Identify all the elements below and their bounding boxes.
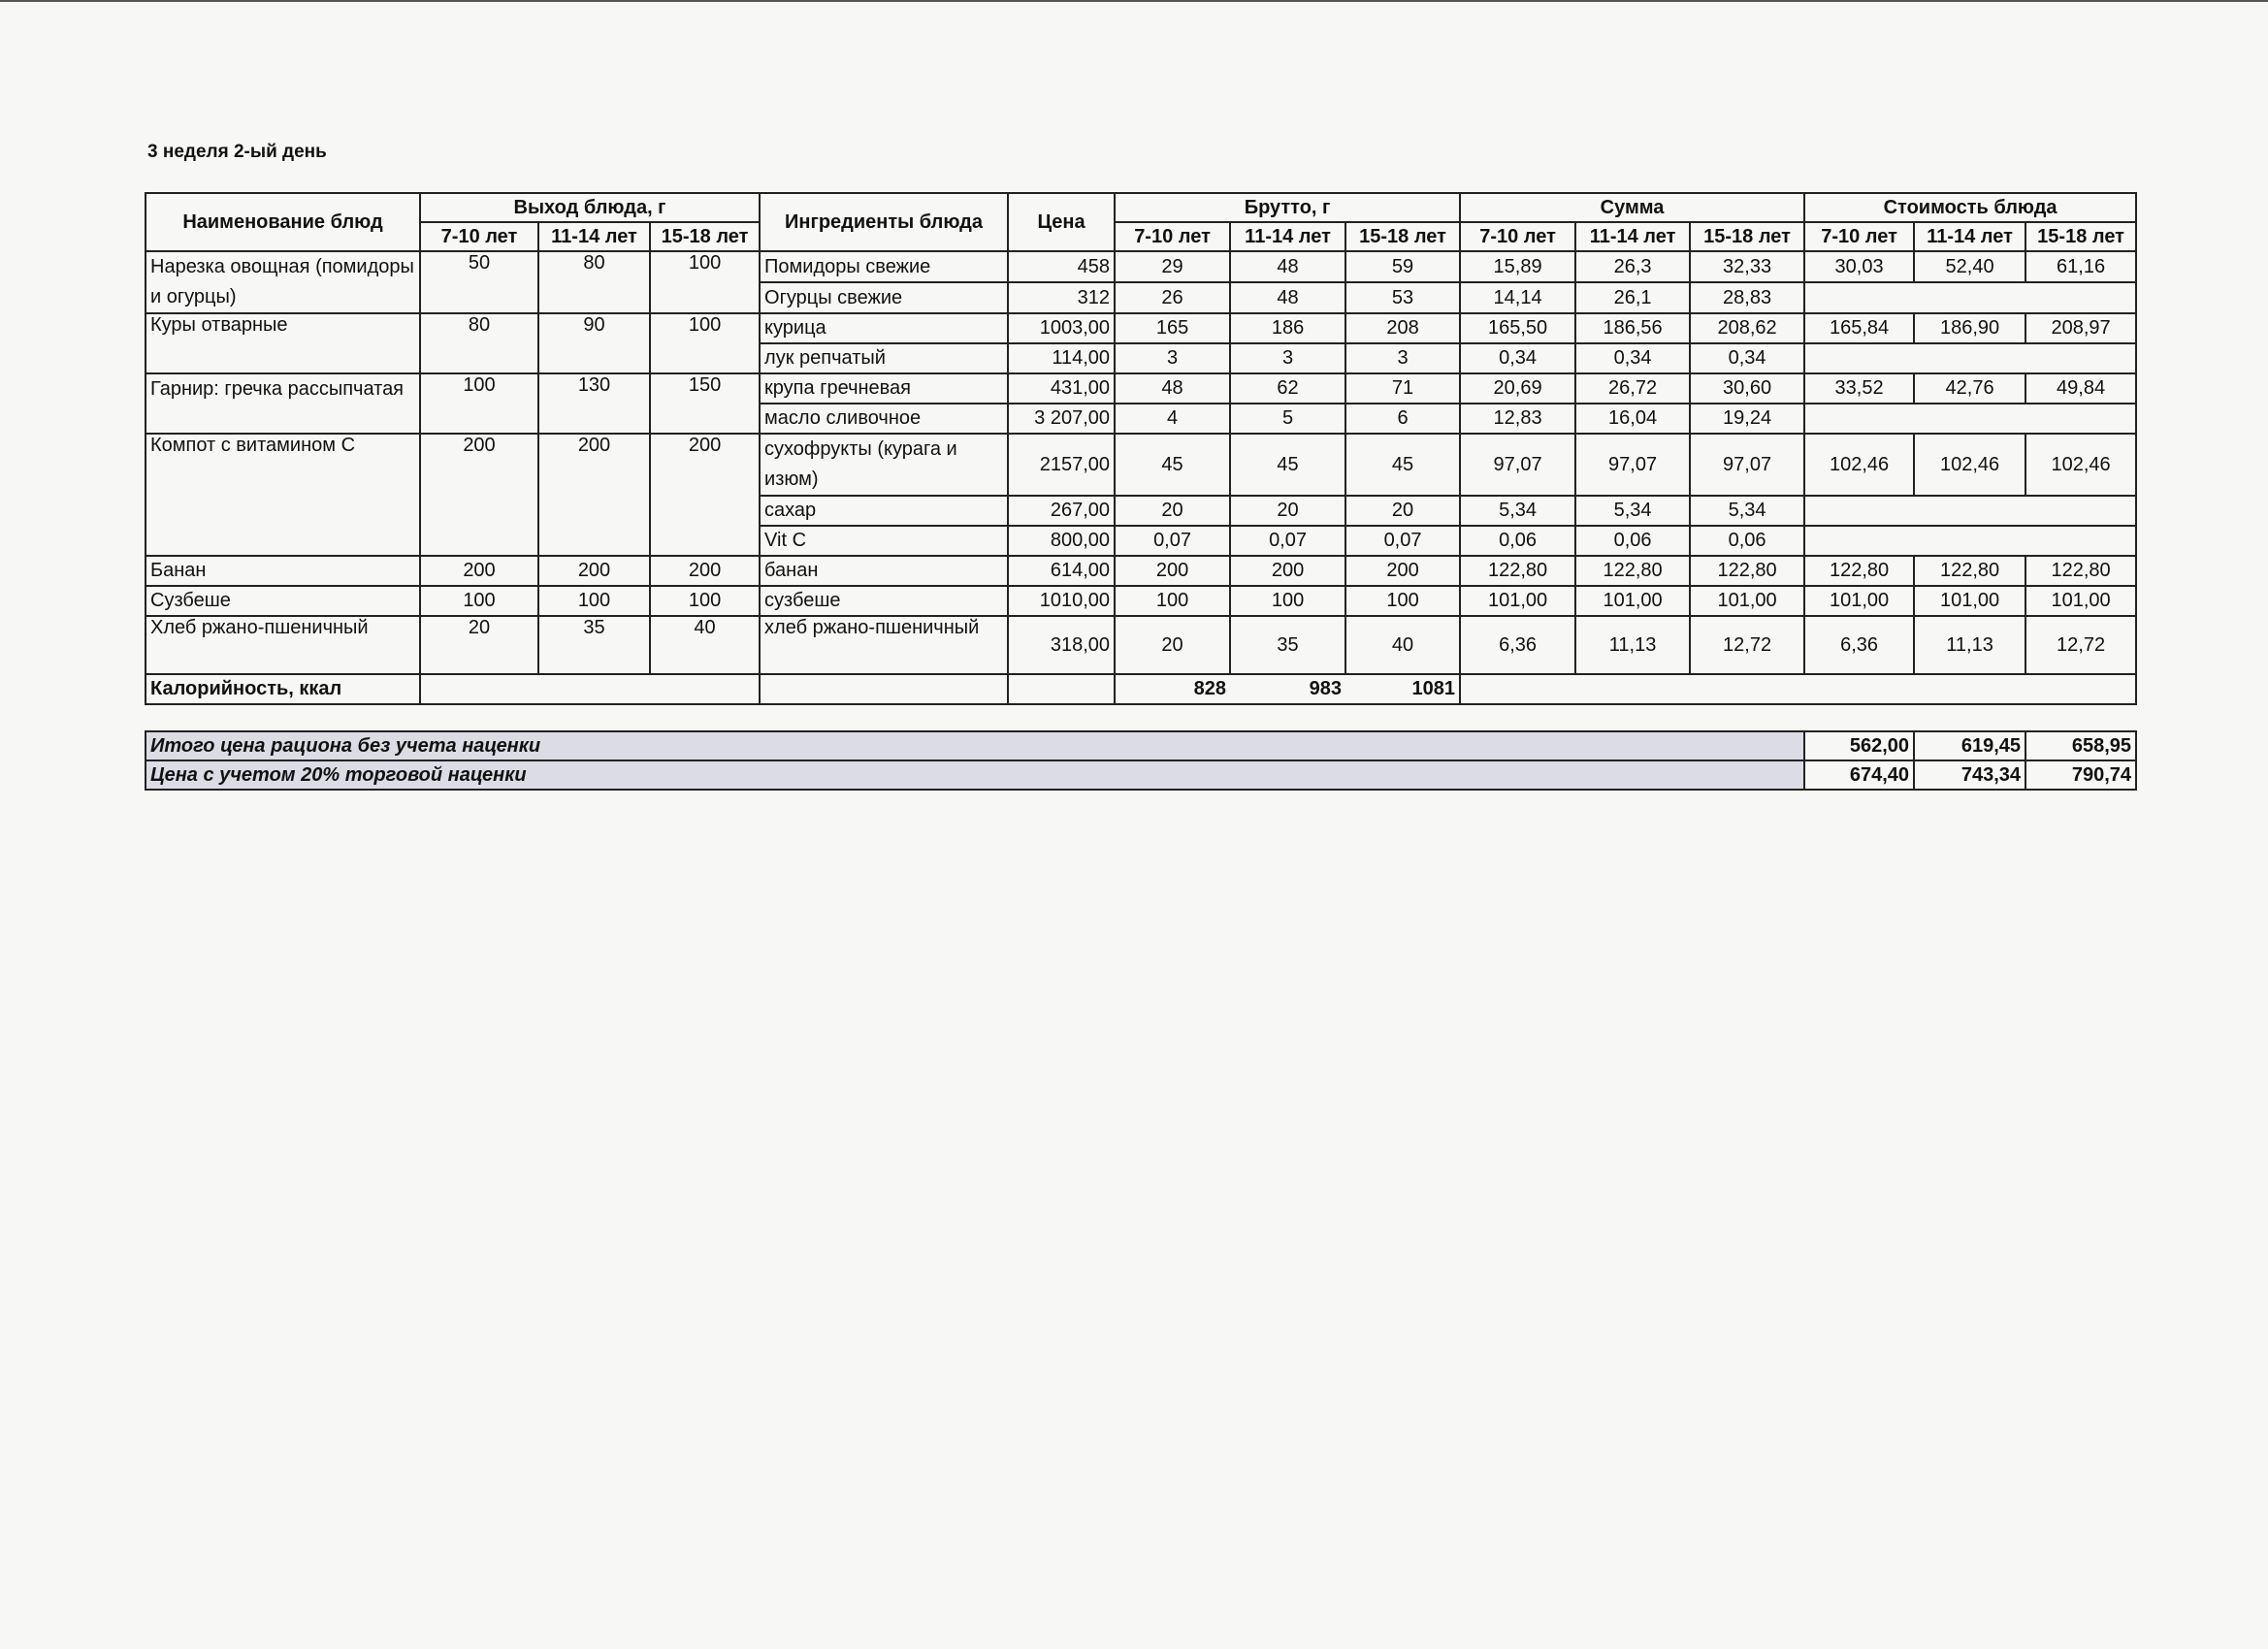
age-header: 15-18 лет	[1345, 222, 1460, 251]
sum-value: 32,33	[1690, 251, 1804, 282]
dish-name-header: Наименование блюд	[146, 193, 420, 251]
ingredient-name: лук репчатый	[760, 343, 1008, 373]
ingredient-price: 267,00	[1008, 496, 1115, 526]
table-row	[146, 586, 2136, 616]
brutto-value: 3	[1345, 343, 1460, 373]
total-value: 743,34	[1914, 760, 2025, 790]
cost-value: 102,46	[2025, 434, 2136, 496]
yield-value: 35	[538, 616, 650, 674]
sum-value: 97,07	[1690, 434, 1804, 496]
total-value: 619,45	[1914, 731, 2025, 760]
cost-value: 42,76	[1914, 373, 2025, 404]
sum-value: 122,80	[1575, 556, 1690, 586]
ingredient-name: курица	[760, 313, 1008, 343]
ingredient-name: сухофрукты (курага и изюм)	[760, 434, 1008, 496]
brutto-value: 5	[1230, 404, 1345, 434]
sum-value: 19,24	[1690, 404, 1804, 434]
calories-value: 828	[1115, 674, 1230, 704]
page-title: 3 неделя 2-ый день	[147, 142, 327, 162]
sum-value: 122,80	[1690, 556, 1804, 586]
sum-value: 26,72	[1575, 373, 1690, 404]
sum-value: 14,14	[1460, 282, 1575, 313]
brutto-value: 0,07	[1345, 526, 1460, 556]
cost-value: 101,00	[2025, 586, 2136, 616]
dish-name: Гарнир: гречка рассыпчатая	[146, 373, 420, 434]
cost-value: 102,46	[1804, 434, 1914, 496]
table-row	[146, 434, 2136, 496]
cost-value: 61,16	[2025, 251, 2136, 282]
calories-row	[146, 674, 2136, 704]
brutto-value: 3	[1230, 343, 1345, 373]
brutto-value: 200	[1115, 556, 1230, 586]
sum-value: 101,00	[1460, 586, 1575, 616]
empty-cell	[1804, 526, 2136, 556]
brutto-value: 3	[1115, 343, 1230, 373]
brutto-value: 200	[1230, 556, 1345, 586]
brutto-value: 26	[1115, 282, 1230, 313]
sum-value: 0,06	[1575, 526, 1690, 556]
sum-value: 15,89	[1460, 251, 1575, 282]
yield-value: 50	[420, 251, 538, 313]
ingredient-price: 3 207,00	[1008, 404, 1115, 434]
brutto-value: 0,07	[1230, 526, 1345, 556]
total-row-no-markup	[146, 731, 2136, 760]
sum-value: 122,80	[1460, 556, 1575, 586]
sum-value: 208,62	[1690, 313, 1804, 343]
brutto-value: 6	[1345, 404, 1460, 434]
sum-value: 26,3	[1575, 251, 1690, 282]
sum-value: 0,06	[1690, 526, 1804, 556]
sum-value: 28,83	[1690, 282, 1804, 313]
age-header: 11-14 лет	[1575, 222, 1690, 251]
cost-value: 208,97	[2025, 313, 2136, 343]
ingredient-price: 2157,00	[1008, 434, 1115, 496]
brutto-value: 20	[1115, 616, 1230, 674]
brutto-value: 100	[1345, 586, 1460, 616]
cost-value: 101,00	[1914, 586, 2025, 616]
sum-value: 101,00	[1575, 586, 1690, 616]
age-header: 7-10 лет	[1804, 222, 1914, 251]
ingredient-price: 114,00	[1008, 343, 1115, 373]
brutto-value: 20	[1115, 496, 1230, 526]
brutto-value: 40	[1345, 616, 1460, 674]
total-label: Цена с учетом 20% торговой наценки	[146, 760, 1804, 790]
brutto-value: 200	[1345, 556, 1460, 586]
calories-value: 1081	[1345, 674, 1460, 704]
sum-value: 6,36	[1460, 616, 1575, 674]
ingredient-name: Огурцы свежие	[760, 282, 1008, 313]
totals-table	[145, 730, 2137, 791]
total-label: Итого цена рациона без учета наценки	[146, 731, 1804, 760]
yield-value: 100	[420, 586, 538, 616]
total-value: 562,00	[1804, 731, 1914, 760]
brutto-value: 4	[1115, 404, 1230, 434]
dish-name: Банан	[146, 556, 420, 586]
brutto-value: 45	[1345, 434, 1460, 496]
ingredient-name: сузбеше	[760, 586, 1008, 616]
price-header: Цена	[1008, 193, 1115, 251]
cost-value: 33,52	[1804, 373, 1914, 404]
brutto-value: 186	[1230, 313, 1345, 343]
ingredient-price: 431,00	[1008, 373, 1115, 404]
yield-value: 100	[650, 586, 760, 616]
cost-header: Стоимость блюда	[1804, 193, 2136, 222]
age-header: 7-10 лет	[1460, 222, 1575, 251]
age-header: 15-18 лет	[650, 222, 760, 251]
total-value: 658,95	[2025, 731, 2136, 760]
brutto-value: 45	[1115, 434, 1230, 496]
ingredient-price: 1003,00	[1008, 313, 1115, 343]
yield-value: 150	[650, 373, 760, 434]
calories-value: 983	[1230, 674, 1345, 704]
age-header: 15-18 лет	[1690, 222, 1804, 251]
ingredient-name: хлеб ржано-пшеничный	[760, 616, 1008, 674]
empty-cell	[1008, 674, 1115, 704]
brutto-value: 20	[1230, 496, 1345, 526]
table-row	[146, 616, 2136, 674]
calories-label: Калорийность, ккал	[146, 674, 420, 704]
brutto-value: 29	[1115, 251, 1230, 282]
sum-value: 97,07	[1460, 434, 1575, 496]
yield-value: 200	[650, 556, 760, 586]
yield-value: 200	[420, 556, 538, 586]
header-row-2	[146, 222, 2136, 251]
sum-value: 0,34	[1690, 343, 1804, 373]
yield-value: 200	[538, 556, 650, 586]
table-row	[146, 251, 2136, 282]
brutto-value: 165	[1115, 313, 1230, 343]
total-value: 790,74	[2025, 760, 2136, 790]
sum-value: 0,34	[1575, 343, 1690, 373]
dish-name: Хлеб ржано-пшеничный	[146, 616, 420, 674]
brutto-value: 35	[1230, 616, 1345, 674]
brutto-value: 59	[1345, 251, 1460, 282]
ingredient-price: 614,00	[1008, 556, 1115, 586]
total-row-with-markup	[146, 760, 2136, 790]
empty-cell	[1804, 343, 2136, 373]
empty-cell	[1804, 496, 2136, 526]
cost-value: 11,13	[1914, 616, 2025, 674]
sum-value: 5,34	[1460, 496, 1575, 526]
age-header: 15-18 лет	[2025, 222, 2136, 251]
ingredient-price: 1010,00	[1008, 586, 1115, 616]
age-header: 7-10 лет	[420, 222, 538, 251]
age-header: 11-14 лет	[1914, 222, 2025, 251]
cost-value: 101,00	[1804, 586, 1914, 616]
total-value: 674,40	[1804, 760, 1914, 790]
cost-value: 6,36	[1804, 616, 1914, 674]
sum-value: 186,56	[1575, 313, 1690, 343]
yield-value: 100	[538, 586, 650, 616]
brutto-header: Брутто, г	[1115, 193, 1460, 222]
ingredient-price: 318,00	[1008, 616, 1115, 674]
sum-value: 97,07	[1575, 434, 1690, 496]
yield-value: 130	[538, 373, 650, 434]
brutto-value: 45	[1230, 434, 1345, 496]
page-top-border	[0, 0, 2268, 2]
cost-value: 122,80	[1804, 556, 1914, 586]
sum-value: 12,83	[1460, 404, 1575, 434]
ingredient-price: 800,00	[1008, 526, 1115, 556]
cost-value: 122,80	[2025, 556, 2136, 586]
cost-value: 186,90	[1914, 313, 2025, 343]
cost-value: 12,72	[2025, 616, 2136, 674]
empty-cell	[1804, 674, 2136, 704]
yield-value: 80	[420, 313, 538, 373]
sum-value: 12,72	[1690, 616, 1804, 674]
sum-value: 30,60	[1690, 373, 1804, 404]
empty-cell	[760, 674, 1008, 704]
dish-name: Компот с витамином С	[146, 434, 420, 556]
sum-value: 20,69	[1460, 373, 1575, 404]
yield-value: 40	[650, 616, 760, 674]
brutto-value: 71	[1345, 373, 1460, 404]
cost-value: 122,80	[1914, 556, 2025, 586]
empty-cell	[1804, 404, 2136, 434]
yield-value: 20	[420, 616, 538, 674]
brutto-value: 100	[1230, 586, 1345, 616]
brutto-value: 48	[1230, 282, 1345, 313]
brutto-value: 208	[1345, 313, 1460, 343]
ingredient-price: 458	[1008, 251, 1115, 282]
brutto-value: 20	[1345, 496, 1460, 526]
cost-value: 52,40	[1914, 251, 2025, 282]
brutto-value: 0,07	[1115, 526, 1230, 556]
table-row	[146, 313, 2136, 343]
age-header: 11-14 лет	[1230, 222, 1345, 251]
brutto-value: 53	[1345, 282, 1460, 313]
ingredient-price: 312	[1008, 282, 1115, 313]
dish-name: Нарезка овощная (помидоры и огурцы)	[146, 251, 420, 313]
yield-header: Выход блюда, г	[420, 193, 760, 222]
empty-cell	[1804, 282, 2136, 313]
empty-cell	[420, 674, 760, 704]
sum-value: 5,34	[1690, 496, 1804, 526]
sum-value: 11,13	[1575, 616, 1690, 674]
sum-value: 26,1	[1575, 282, 1690, 313]
sum-value: 16,04	[1575, 404, 1690, 434]
brutto-value: 62	[1230, 373, 1345, 404]
yield-value: 100	[420, 373, 538, 434]
empty-cell	[1460, 674, 1804, 704]
ingredient-name: Vit C	[760, 526, 1008, 556]
table-row	[146, 373, 2136, 404]
yield-value: 100	[650, 313, 760, 373]
sum-value: 101,00	[1690, 586, 1804, 616]
yield-value: 90	[538, 313, 650, 373]
menu-table	[145, 192, 2137, 705]
yield-value: 80	[538, 251, 650, 313]
cost-value: 30,03	[1804, 251, 1914, 282]
brutto-value: 48	[1230, 251, 1345, 282]
cost-value: 49,84	[2025, 373, 2136, 404]
cost-value: 102,46	[1914, 434, 2025, 496]
table-row	[146, 556, 2136, 586]
dish-name: Сузбеше	[146, 586, 420, 616]
ingredients-header: Ингредиенты блюда	[760, 193, 1008, 251]
yield-value: 200	[420, 434, 538, 556]
age-header: 11-14 лет	[538, 222, 650, 251]
brutto-value: 100	[1115, 586, 1230, 616]
brutto-value: 48	[1115, 373, 1230, 404]
ingredient-name: Помидоры свежие	[760, 251, 1008, 282]
sum-value: 5,34	[1575, 496, 1690, 526]
yield-value: 200	[538, 434, 650, 556]
ingredient-name: сахар	[760, 496, 1008, 526]
ingredient-name: масло сливочное	[760, 404, 1008, 434]
ingredient-name: крупа гречневая	[760, 373, 1008, 404]
sum-value: 0,06	[1460, 526, 1575, 556]
cost-value: 165,84	[1804, 313, 1914, 343]
yield-value: 100	[650, 251, 760, 313]
ingredient-name: банан	[760, 556, 1008, 586]
age-header: 7-10 лет	[1115, 222, 1230, 251]
sum-header: Сумма	[1460, 193, 1804, 222]
sum-value: 0,34	[1460, 343, 1575, 373]
dish-name: Куры отварные	[146, 313, 420, 373]
header-row-1	[146, 193, 2136, 222]
sum-value: 165,50	[1460, 313, 1575, 343]
yield-value: 200	[650, 434, 760, 556]
